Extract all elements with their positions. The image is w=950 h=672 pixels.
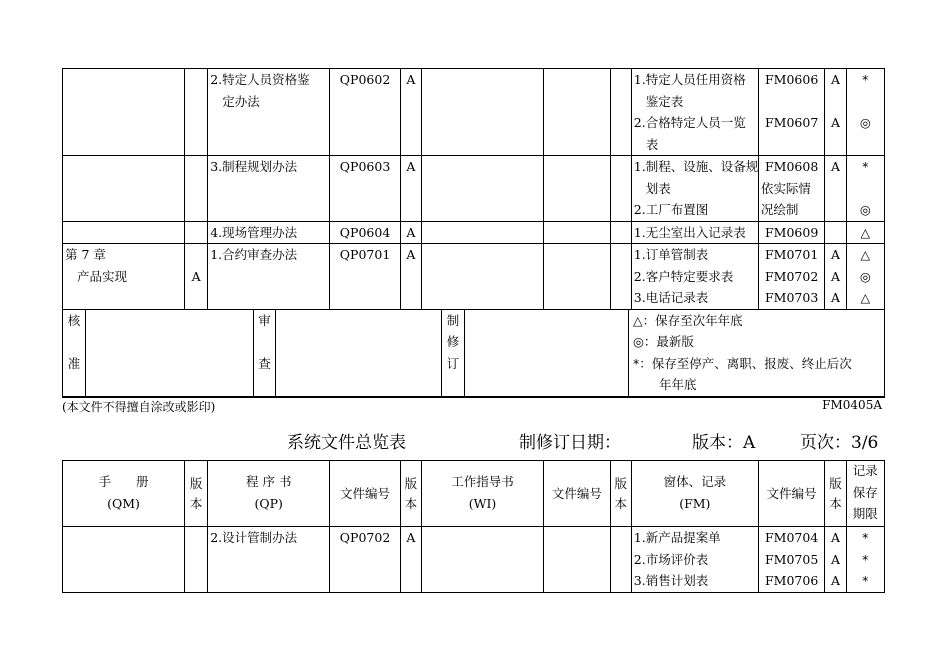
header-ver: 版本 (610, 461, 631, 527)
fm-title-cell: 1.新产品提案单 2.市场评价表 3.销售计划表 (631, 527, 758, 593)
header-fm: 窗体、记录 (FM) (631, 461, 758, 527)
qp-title-cell: 3.制程规划办法 (208, 156, 330, 222)
fm-no-cell: FM0606 FM0607 (758, 69, 825, 156)
header-qp: 程 序 书 (QP) (208, 461, 330, 527)
qp-no-cell: QP0602 (330, 69, 401, 156)
fm-ver-cell: A A A (825, 527, 846, 593)
document-table-bottom (62, 460, 885, 593)
fm-no-cell: FM0609 (758, 221, 825, 244)
keep-cell: * ◎ (846, 156, 884, 222)
fm-ver-cell: A A A (825, 244, 846, 310)
qp-no-cell: QP0702 (330, 527, 401, 593)
fm-title-cell: 1.制程、设施、设备规 划表 2.工厂布置图 (631, 156, 758, 222)
qp-title-cell: 2.设计管制办法 (208, 527, 330, 593)
fm-no-cell: FM0608 依实际情 况绘制 (758, 156, 825, 222)
qp-ver-cell: A (400, 527, 421, 593)
review-label: 审 查 (253, 310, 276, 396)
table-row (63, 69, 885, 156)
keep-cell: △ ◎ △ (846, 244, 884, 310)
qp-no-cell: QP0604 (330, 221, 401, 244)
table-row (63, 244, 885, 310)
retention-legend: △：保存至次年年底 ◎：最新版 *：保存至停产、离职、报废、终止后次 年年底 (628, 310, 884, 396)
page-number: 页次：3/6 (800, 433, 879, 453)
qp-title-cell: 2.特定人员资格鉴 定办法 (208, 69, 330, 156)
fm-title-cell: 1.订单管制表 2.客户特定要求表 3.电话记录表 (631, 244, 758, 310)
header-ver: 版本 (825, 461, 846, 527)
qp-ver-cell: A (400, 156, 421, 222)
revise-date-label: 制修订日期： (519, 433, 621, 453)
fm-no-cell: FM0701 FM0702 FM0703 (758, 244, 825, 310)
header-file-no: 文件编号 (544, 461, 611, 527)
qp-ver-cell: A (400, 244, 421, 310)
header-wi: 工作指导书 (WI) (422, 461, 544, 527)
qm-ver-cell: A (185, 244, 208, 310)
header-file-no: 文件编号 (758, 461, 825, 527)
header-ver: 版本 (400, 461, 421, 527)
approve-label: 核 准 (63, 310, 86, 396)
header-keep: 记录 保存 期限 (846, 461, 884, 527)
table-row (63, 527, 885, 593)
keep-cell: * * * (846, 527, 884, 593)
header-file-no: 文件编号 (330, 461, 401, 527)
qp-ver-cell: A (400, 221, 421, 244)
fm-no-cell: FM0704 FM0705 FM0706 (758, 527, 825, 593)
keep-cell: * ◎ (846, 69, 884, 156)
fm-ver-cell: A (825, 156, 846, 222)
fm-title-cell: 1.特定人员任用资格 鉴定表 2.合格特定人员一览 表 (631, 69, 758, 156)
header-ver: 版本 (185, 461, 208, 527)
fm-ver-cell: A A (825, 69, 846, 156)
page-title-bar (0, 425, 950, 453)
form-code: FM0405A (822, 398, 882, 412)
qp-title-cell: 4.现场管理办法 (208, 221, 330, 244)
signature-row (63, 309, 885, 397)
fm-title-cell: 1.无尘室出入记录表 (631, 221, 758, 244)
qp-ver-cell: A (400, 69, 421, 156)
footer-note: (本文件不得擅自涂改或影印) (62, 400, 216, 414)
table-header-row (63, 461, 885, 527)
qp-title-cell: 1.合约审查办法 (208, 244, 330, 310)
chapter-cell: 第 7 章 产品实现 (63, 244, 185, 310)
table-row (63, 221, 885, 244)
wi-cell (422, 69, 544, 156)
keep-cell: △ (846, 221, 884, 244)
qm-cell (63, 69, 185, 156)
qp-no-cell: QP0603 (330, 156, 401, 222)
revise-label: 制 修 订 (441, 310, 465, 396)
table-row (63, 156, 885, 222)
header-qm: 手 册 (QM) (63, 461, 185, 527)
page-title: 系统文件总览表 (287, 433, 406, 453)
version-label: 版本：A (692, 433, 756, 453)
wi-no-cell (544, 69, 611, 156)
document-table-top (62, 68, 885, 398)
wi-ver-cell (610, 69, 631, 156)
qp-no-cell: QP0701 (330, 244, 401, 310)
qm-ver-cell (185, 69, 208, 156)
